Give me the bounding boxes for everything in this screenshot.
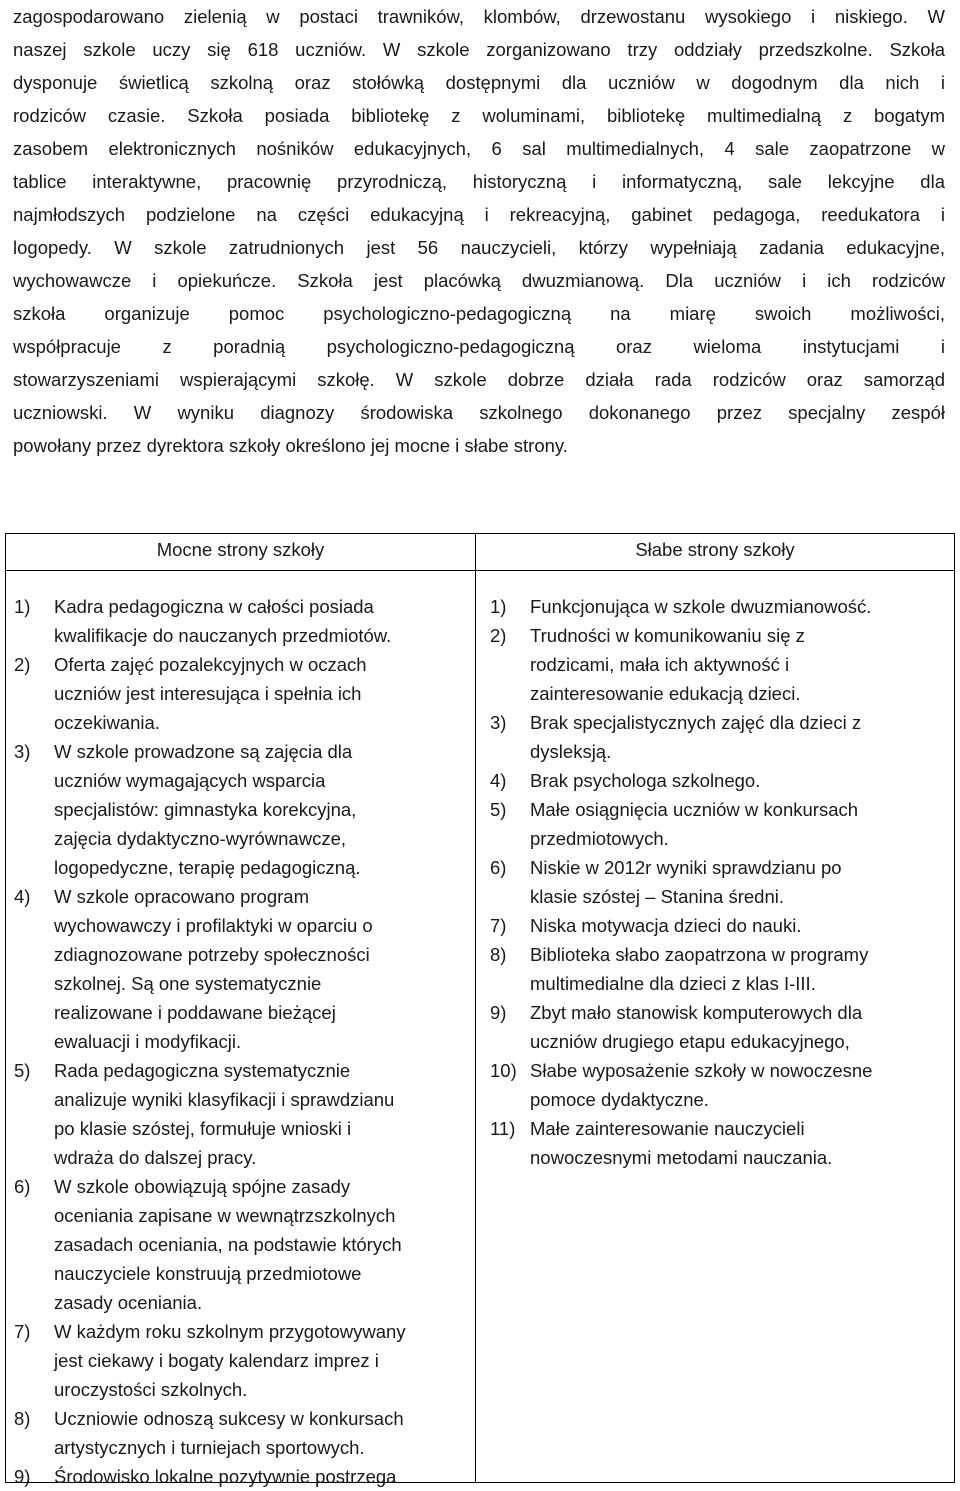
list-item-text: Niskie w 2012r wyniki sprawdzianu po	[530, 857, 842, 878]
list-item-text: oczekiwania.	[54, 712, 160, 733]
list-item-text: zdiagnozowane potrzeby społeczności	[54, 944, 370, 965]
list-item-text: kwalifikacje do nauczanych przedmiotów.	[54, 625, 392, 646]
intro-line: logopedy. W szkole zatrudnionych jest 56 nauczycieli, którzy wypełniają zadania edukacyjne,	[13, 237, 945, 258]
list-item-text: uroczystości szkolnych.	[54, 1379, 248, 1400]
list-item-text: jest ciekawy i bogaty kalendarz imprez i	[54, 1350, 379, 1371]
strength-item	[14, 1462, 469, 1491]
list-item-text: zainteresowanie edukacją dzieci.	[530, 683, 801, 704]
list-item-number: 8)	[490, 944, 507, 965]
weakness-item	[490, 1114, 950, 1172]
list-item-number: 8)	[14, 1408, 31, 1429]
strength-item	[14, 650, 469, 737]
weakness-item	[490, 911, 950, 940]
strength-item	[14, 1056, 469, 1172]
list-item-number: 4)	[14, 886, 31, 907]
weakness-item	[490, 708, 950, 766]
list-item-text: W szkole prowadzone są zajęcia dla	[54, 741, 353, 762]
list-item-number: 5)	[490, 799, 507, 820]
strength-item	[14, 592, 469, 650]
intro-line: powołany przez dyrektora szkoły określono jej mocne i słabe strony.	[13, 435, 568, 456]
list-item-text: Zbyt mało stanowisk komputerowych dla	[530, 1002, 863, 1023]
list-item-text: Biblioteka słabo zaopatrzona w programy	[530, 944, 869, 965]
strength-item	[14, 737, 469, 882]
list-item-text: Trudności w komunikowaniu się z	[530, 625, 805, 646]
list-item-text: dysleksją.	[530, 741, 612, 762]
list-item-text: Środowisko lokalne pozytywnie postrzega	[54, 1466, 397, 1487]
intro-line: zasobem elektronicznych nośników edukacyjnych, 6 sal multimedialnych, 4 sale zaopatrzone w	[13, 138, 945, 159]
list-item-text: szkolnej. Są one systematycznie	[54, 973, 322, 994]
list-item-number: 10)	[490, 1060, 517, 1081]
list-item-text: zasady oceniania.	[54, 1292, 203, 1313]
list-item-text: Brak specjalistycznych zajęć dla dzieci z	[530, 712, 862, 733]
list-item-text: Funkcjonująca w szkole dwuzmianowość.	[530, 596, 872, 617]
weakness-item	[490, 766, 950, 795]
weakness-item	[490, 621, 950, 708]
intro-line: współpracuje z poradnią psychologiczno-pedagogiczną oraz wieloma instytucjami i	[13, 336, 945, 357]
intro-line: rodziców czasie. Szkoła posiada bibliotekę z woluminami, bibliotekę multimedialną z bogatym	[13, 105, 945, 126]
list-item-text: Małe osiągnięcia uczniów w konkursach	[530, 799, 859, 820]
intro-line: dysponuje świetlicą szkolną oraz stołówką dostępnymi dla uczniów w dogodnym dla nich i	[13, 72, 945, 93]
list-item-text: Uczniowie odnoszą sukcesy w konkursach	[54, 1408, 404, 1429]
intro-line: uczniowski. W wyniku diagnozy środowiska szkolnego dokonanego przez specjalny zespół	[13, 402, 945, 423]
list-item-number: 11)	[490, 1118, 516, 1139]
list-item-text: Kadra pedagogiczna w całości posiada	[54, 596, 374, 617]
list-item-number: 3)	[490, 712, 507, 733]
list-item-number: 6)	[14, 1176, 31, 1197]
list-item-text: wdraża do dalszej pracy.	[54, 1147, 257, 1168]
list-item-text: W każdym roku szkolnym przygotowywany	[54, 1321, 406, 1342]
list-item-text: nauczyciele konstruują przedmiotowe	[54, 1263, 362, 1284]
list-item-text: wychowawczy i profilaktyki w oparciu o	[54, 915, 373, 936]
weakness-item	[490, 853, 950, 911]
weakness-item	[490, 592, 950, 621]
list-item-text: logopedyczne, terapię pedagogiczną.	[54, 857, 361, 878]
list-item-number: 5)	[14, 1060, 31, 1081]
list-item-text: rodzicami, mała ich aktywność i	[530, 654, 790, 675]
list-item-text: artystycznych i turniejach sportowych.	[54, 1437, 365, 1458]
list-item-text: Rada pedagogiczna systematycznie	[54, 1060, 351, 1081]
list-item-text: analizuje wyniki klasyfikacji i sprawdzianu	[54, 1089, 395, 1110]
list-item-text: Słabe wyposażenie szkoły w nowoczesne	[530, 1060, 873, 1081]
list-item-text: nowoczesnymi metodami nauczania.	[530, 1147, 833, 1168]
weaknesses-header: Słabe strony szkoły	[635, 539, 795, 560]
list-item-text: ewaluacji i modyfikacji.	[54, 1031, 242, 1052]
list-item-number: 1)	[14, 596, 31, 617]
list-item-number: 7)	[490, 915, 507, 936]
list-item-text: przedmiotowych.	[530, 828, 669, 849]
strength-item	[14, 1404, 469, 1462]
strengths-list	[14, 592, 469, 1491]
strengths-weaknesses-table	[5, 533, 955, 1487]
weakness-item	[490, 795, 950, 853]
list-item-number: 7)	[14, 1321, 31, 1342]
weaknesses-list	[490, 592, 950, 1172]
list-item-text: W szkole opracowano program	[54, 886, 309, 907]
strength-item	[14, 1317, 469, 1404]
list-item-text: zasadach oceniania, na podstawie których	[54, 1234, 402, 1255]
list-item-text: po klasie szóstej, formułuje wnioski i	[54, 1118, 352, 1139]
intro-paragraph	[13, 0, 945, 462]
list-item-text: zajęcia dydaktyczno-wyrównawcze,	[54, 828, 347, 849]
intro-line: szkoła organizuje pomoc psychologiczno-pedagogiczną na miarę swoich możliwości,	[13, 303, 945, 324]
weakness-item	[490, 998, 950, 1056]
list-item-text: pomoce dydaktyczne.	[530, 1089, 709, 1110]
strength-item	[14, 1172, 469, 1317]
list-item-number: 2)	[490, 625, 507, 646]
strengths-header: Mocne strony szkoły	[156, 539, 325, 560]
intro-line: tablice interaktywne, pracownię przyrodniczą, historyczną i informatyczną, sale lekcyjne dla	[13, 171, 945, 192]
list-item-number: 3)	[14, 741, 31, 762]
list-item-text: Niska motywacja dzieci do nauki.	[530, 915, 802, 936]
list-item-text: Brak psychologa szkolnego.	[530, 770, 761, 791]
list-item-number: 9)	[490, 1002, 507, 1023]
list-item-number: 2)	[14, 654, 31, 675]
strength-item	[14, 882, 469, 1056]
list-item-text: specjalistów: gimnastyka korekcyjna,	[54, 799, 357, 820]
weakness-item	[490, 1056, 950, 1114]
intro-line: naszej szkole uczy się 618 uczniów. W szkole zorganizowano trzy oddziały przedszkolne. Szkoła	[13, 39, 945, 60]
list-item-text: W szkole obowiązują spójne zasady	[54, 1176, 351, 1197]
intro-line: zagospodarowano zielenią w postaci trawników, klombów, drzewostanu wysokiego i niskiego. W	[13, 6, 945, 27]
list-item-text: Małe zainteresowanie nauczycieli	[530, 1118, 805, 1139]
list-item-text: uczniów drugiego etapu edukacyjnego,	[530, 1031, 850, 1052]
list-item-text: oceniania zapisane w wewnątrzszkolnych	[54, 1205, 396, 1226]
intro-line: stowarzyszeniami wspierającymi szkołę. W szkole dobrze działa rada rodziców oraz samorząd	[13, 369, 945, 390]
intro-line: najmłodszych podzielone na części edukacyjną i rekreacyjną, gabinet pedagoga, reedukatora i	[13, 204, 945, 225]
list-item-text: uczniów jest interesująca i spełnia ich	[54, 683, 362, 704]
list-item-text: klasie szóstej – Stanina średni.	[530, 886, 784, 907]
list-item-text: multimedialne dla dzieci z klas I-III.	[530, 973, 816, 994]
intro-line: wychowawcze i opiekuńcze. Szkoła jest placówką dwuzmianową. Dla uczniów i ich rodziców	[13, 270, 945, 291]
list-item-number: 9)	[14, 1466, 31, 1487]
list-item-number: 6)	[490, 857, 507, 878]
list-item-number: 1)	[490, 596, 507, 617]
header-divider	[6, 570, 954, 571]
list-item-text: uczniów wymagających wsparcia	[54, 770, 326, 791]
list-item-number: 4)	[490, 770, 507, 791]
list-item-text: realizowane i poddawane bieżącej	[54, 1002, 336, 1023]
column-divider	[475, 534, 476, 1482]
list-item-text: Oferta zajęć pozalekcyjnych w oczach	[54, 654, 367, 675]
weakness-item	[490, 940, 950, 998]
